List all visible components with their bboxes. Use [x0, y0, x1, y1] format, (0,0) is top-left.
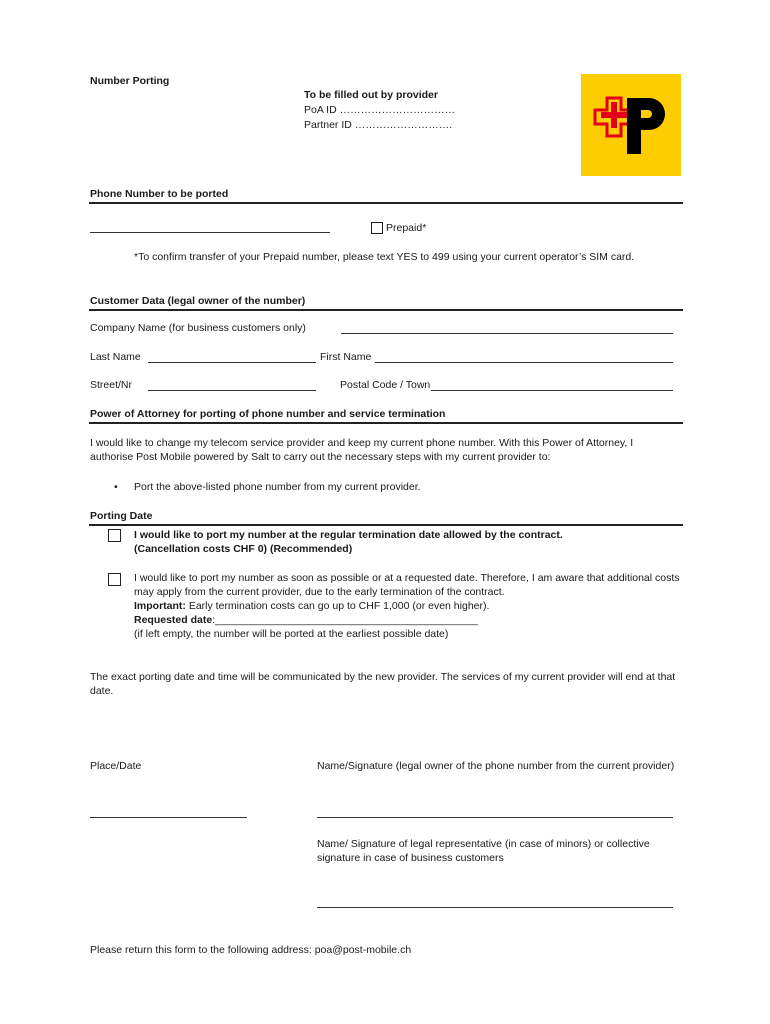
customer-section-heading: Customer Data (legal owner of the number): [90, 295, 306, 307]
option2-line1: I would like to port my number as soon as possible or at a requested date. Therefore, I am aware that additional costs: [134, 572, 680, 584]
regular-termination-checkbox[interactable]: [108, 529, 121, 542]
rep-signature-input[interactable]: [317, 907, 673, 908]
poa-id-field[interactable]: PoA ID ……………………………: [304, 104, 456, 116]
poa-text-line1: I would like to change my telecom service provider and keep my current phone number. With this Power of Attorney, I: [90, 437, 634, 449]
option1-line2: (Cancellation costs CHF 0) (Recommended): [134, 543, 353, 555]
option1-line1: I would like to port my number at the regular termination date allowed by the contract.: [134, 529, 563, 541]
important-note: [134, 599, 489, 613]
rep-signature-label-line1: Name/ Signature of legal representative (in case of minors) or collective: [317, 838, 650, 850]
closing-line1: The exact porting date and time will be communicated by the new provider. The services of my current provider will end at that: [90, 671, 676, 683]
closing-line2: date.: [90, 685, 114, 697]
requested-date-row[interactable]: [134, 613, 478, 627]
last-name-label: Last Name: [90, 351, 141, 363]
section-divider: [89, 524, 683, 526]
street-input[interactable]: [148, 390, 316, 391]
poa-section-heading: Power of Attorney for porting of phone number and service termination: [90, 408, 446, 420]
important-label: Important:: [134, 600, 186, 612]
phone-number-input[interactable]: [90, 232, 330, 233]
swiss-cross-p-icon: [581, 74, 681, 176]
requested-date-label: Requested date: [134, 614, 213, 626]
place-date-label: Place/Date: [90, 760, 142, 772]
last-name-input[interactable]: [148, 362, 316, 363]
postal-code-input[interactable]: [431, 390, 673, 391]
company-name-label: Company Name (for business customers only): [90, 322, 306, 334]
poa-bullet-item: Port the above-listed phone number from my current provider.: [134, 481, 421, 493]
poa-text-line2: authorise Post Mobile powered by Salt to carry out the necessary steps with my current provider to:: [90, 451, 551, 463]
postal-code-label: Postal Code / Town: [340, 379, 431, 391]
empty-date-note: (if left empty, the number will be ported at the earliest possible date): [134, 628, 449, 640]
requested-date-input[interactable]: :_____________________________________________: [212, 614, 478, 626]
prepaid-checkbox[interactable]: [371, 222, 383, 234]
return-address-text: Please return this form to the following address: poa@post-mobile.ch: [90, 944, 412, 956]
option2-line2: may apply from the current provider, due to the early termination of the contract.: [134, 586, 505, 598]
partner-id-field[interactable]: Partner ID ……………………….: [304, 119, 453, 131]
prepaid-label: Prepaid*: [386, 222, 427, 234]
section-divider: [89, 202, 683, 204]
owner-signature-input[interactable]: [317, 817, 673, 818]
porting-section-heading: Porting Date: [90, 510, 153, 522]
section-divider: [89, 422, 683, 424]
important-text: Early termination costs can go up to CHF 1,000 (or even higher).: [188, 600, 490, 612]
first-name-input[interactable]: [375, 362, 673, 363]
rep-signature-label-line2: signature in case of business customers: [317, 852, 504, 864]
name-signature-label: Name/Signature (legal owner of the phone number from the current provider): [317, 760, 675, 772]
company-name-input[interactable]: [341, 333, 673, 334]
form-title: Number Porting: [90, 75, 170, 87]
bullet-icon: •: [114, 481, 118, 493]
provider-heading: To be filled out by provider: [304, 89, 438, 101]
section-divider: [89, 309, 683, 311]
street-label: Street/Nr: [90, 379, 133, 391]
first-name-label: First Name: [320, 351, 372, 363]
place-date-input[interactable]: [90, 817, 247, 818]
post-logo: [581, 74, 681, 176]
early-termination-checkbox[interactable]: [108, 573, 121, 586]
prepaid-note: *To confirm transfer of your Prepaid number, please text YES to 499 using your current operator’s SIM card.: [134, 251, 635, 263]
phone-section-heading: Phone Number to be ported: [90, 188, 229, 200]
